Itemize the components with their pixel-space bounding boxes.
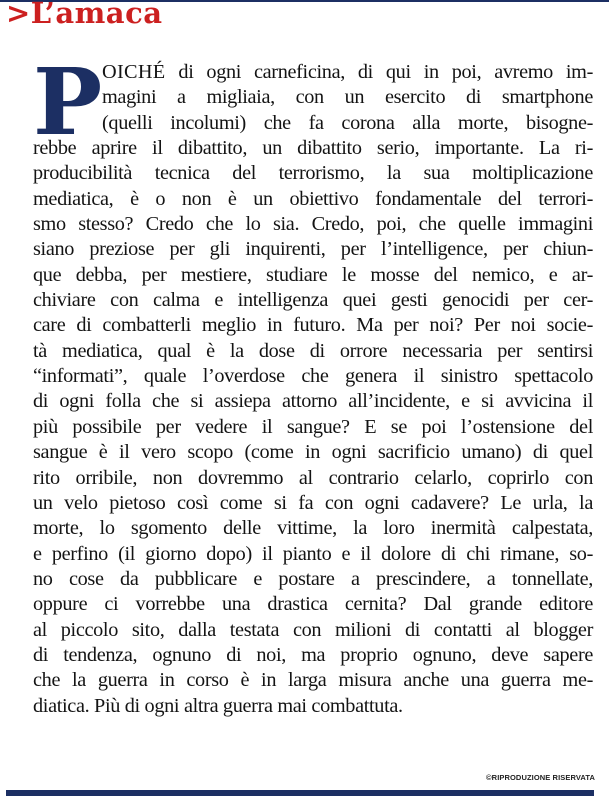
article-line: care di combatterli meglio in futuro. Ma per noi? Per noi socie-: [33, 314, 593, 337]
article-line: tà mediatica, qual è la dose di orrore necessaria per sentirsi: [33, 339, 593, 362]
article-line: que debba, per mestiere, studiare le mosse del nemico, e ar-: [33, 263, 593, 286]
article-line-last: diatica. Più di ogni altra guerra mai combattuta.: [33, 694, 403, 717]
article-line: smo stesso? Credo che lo sia. Credo, poi, che quelle immagini: [33, 213, 593, 236]
article-line: che la guerra in corso è in larga misura anche una guerra me-: [33, 669, 593, 692]
article-line: mediatica, è o non è un obiettivo fondamentale del terrori-: [33, 187, 593, 210]
article-line: siano preziose per gli inquirenti, per l’intelligence, per chiun-: [33, 238, 593, 261]
article-line-1: [33, 60, 593, 85]
article-line: rebbe aprire il dibattito, un dibattito serio, importante. La ri-: [33, 137, 593, 160]
article-line: producibilità tecnica del terrorismo, la sua moltiplicazione: [33, 162, 593, 185]
article-line: un velo pietoso così come si fa con ogni cadavere? Le urla, la: [33, 491, 593, 514]
copyright-notice: ©RIPRODUZIONE RISERVATA: [486, 773, 595, 782]
article-line: morte, lo sgomento delle vittime, la loro inermità calpestata,: [33, 517, 593, 540]
article-line: di ogni folla che si assiepa attorno all’incidente, e si avvicina il: [33, 390, 593, 413]
drop-cap: P: [33, 48, 103, 156]
article-line: e perfino (il giorno dopo) il pianto e il dolore di chi rimane, so-: [33, 542, 593, 565]
article-line: più possibile per vedere il sangue? E se poi l’ostensione del: [33, 415, 593, 438]
article-line: (quelli incolumi) che fa corona alla morte, bisogne-: [102, 111, 593, 134]
first-line-text: di ogni carneficina, di qui in poi, avremo im-: [165, 61, 593, 83]
bottom-rule: [6, 790, 594, 796]
article-line: rito orribile, non dovremmo al contrario celarlo, coprirlo con: [33, 466, 593, 489]
article-body: [33, 48, 593, 719]
article-line: no cose da pubblicare e postare a prescindere, a tonnellate,: [33, 567, 593, 590]
article-line: “informati”, quale l’overdose che genera il sinistro spettacolo: [33, 365, 593, 388]
article-line: sangue è il vero scopo (come in ogni sacrificio umano) di quel: [33, 441, 593, 464]
article-line: di tendenza, ognuno di noi, ma proprio ognuno, deve sapere: [33, 643, 593, 666]
article-line: oppure ci vorrebbe una drastica cernita? Dal grande editore: [33, 593, 593, 616]
lead-word: OICHÉ: [102, 61, 166, 83]
article-line: magini a migliaia, con un esercito di smartphone: [102, 86, 593, 109]
article-line: al piccolo sito, dalla testata con milioni di contatti al blogger: [33, 618, 593, 641]
article-line: chiviare con calma e intelligenza quei gesti genocidi per cer-: [33, 289, 593, 312]
column-title: >L’amaca: [6, 0, 163, 30]
